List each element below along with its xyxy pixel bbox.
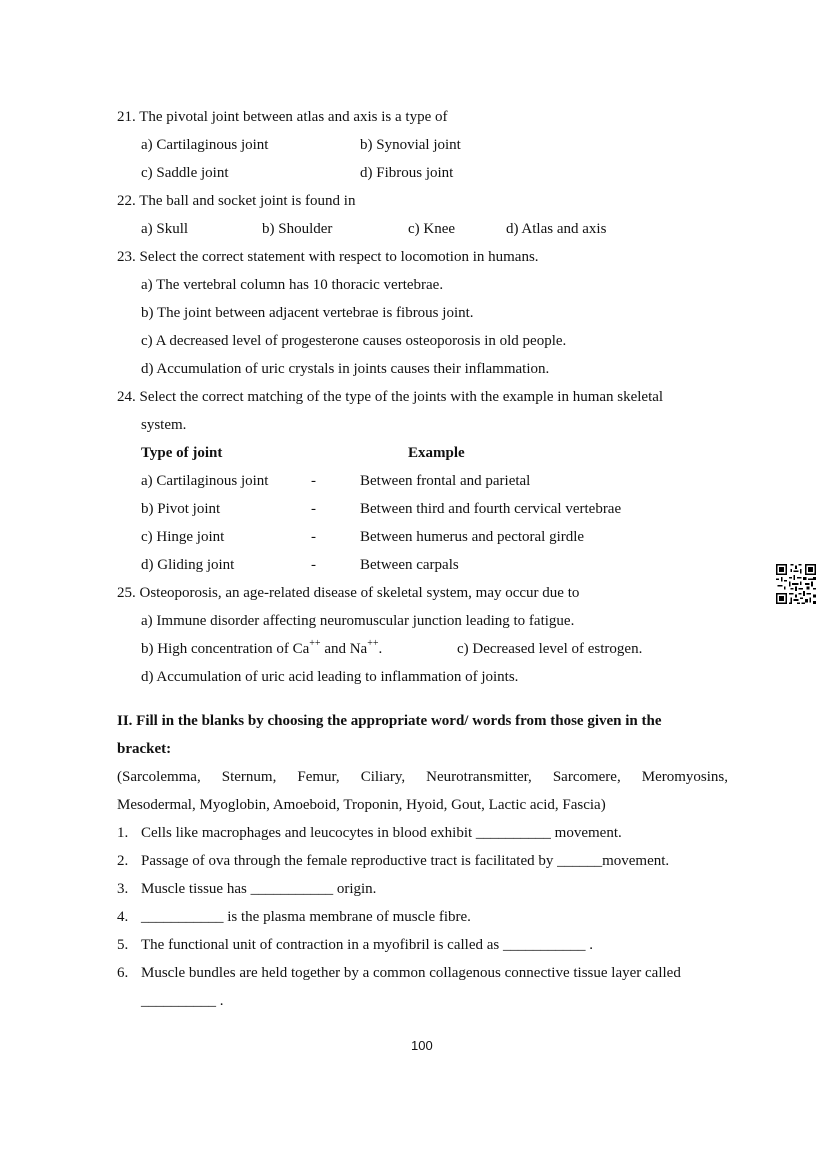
question-25-option-d: d) Accumulation of uric acid leading to inflammation of joints. xyxy=(141,669,519,685)
fill-item-number: 6. xyxy=(117,965,129,981)
match-row-dash: - xyxy=(311,557,316,573)
question-21-option-a: a) Cartilaginous joint xyxy=(141,137,269,153)
fill-item-text: Cells like macrophages and leucocytes in blood exhibit __________ movement. xyxy=(141,825,622,841)
fill-item-text: Muscle tissue has ___________ origin. xyxy=(141,881,377,897)
question-24-stem: 24. Select the correct matching of the type of the joints with the example in human skeletal xyxy=(117,389,664,405)
question-21-option-d: d) Fibrous joint xyxy=(360,165,454,181)
qr-code-icon[interactable] xyxy=(776,564,816,604)
match-row-example: Between frontal and parietal xyxy=(360,473,531,489)
fill-item-number: 3. xyxy=(117,881,129,897)
question-25-option-c: c) Decreased level of estrogen. xyxy=(457,641,643,657)
fill-item-text: Muscle bundles are held together by a common collagenous connective tissue layer called xyxy=(141,965,681,981)
fill-item-text-cont: __________ . xyxy=(141,993,224,1009)
match-row-type: d) Gliding joint xyxy=(141,557,235,573)
question-21-option-c: c) Saddle joint xyxy=(141,165,229,181)
fill-item-text: The functional unit of contraction in a myofibril is called as ___________ . xyxy=(141,937,593,953)
word-bank-line-1: (Sarcolemma, Sternum, Femur, Ciliary, Neurotransmitter, Sarcomere, Meromyosins, xyxy=(117,769,728,785)
question-23-option-b: b) The joint between adjacent vertebrae is fibrous joint. xyxy=(141,305,474,321)
fill-item-number: 5. xyxy=(117,937,129,953)
fill-item-number: 1. xyxy=(117,825,129,841)
question-21-stem: 21. The pivotal joint between atlas and axis is a type of xyxy=(117,109,448,125)
question-23-stem: 23. Select the correct statement with respect to locomotion in humans. xyxy=(117,249,539,265)
section-2-heading: II. Fill in the blanks by choosing the appropriate word/ words from those given in the xyxy=(117,713,662,729)
question-23-option-c: c) A decreased level of progesterone causes osteoporosis in old people. xyxy=(141,333,567,349)
question-23-option-a: a) The vertebral column has 10 thoracic vertebrae. xyxy=(141,277,444,293)
match-row-dash: - xyxy=(311,473,316,489)
page-number: 100 xyxy=(411,1038,433,1053)
match-row-example: Between carpals xyxy=(360,557,459,573)
question-25-stem: 25. Osteoporosis, an age-related disease of skeletal system, may occur due to xyxy=(117,585,580,601)
match-row-dash: - xyxy=(311,529,316,545)
match-row-example: Between humerus and pectoral girdle xyxy=(360,529,585,545)
question-22-option-c: c) Knee xyxy=(408,221,456,237)
question-22-option-b: b) Shoulder xyxy=(262,221,333,237)
match-row-type: b) Pivot joint xyxy=(141,501,221,517)
question-23-option-d: d) Accumulation of uric crystals in joints causes their inflammation. xyxy=(141,361,550,377)
fill-item-number: 2. xyxy=(117,853,129,869)
match-row-example: Between third and fourth cervical vertebrae xyxy=(360,501,622,517)
question-22-option-d: d) Atlas and axis xyxy=(506,221,607,237)
question-21-option-b: b) Synovial joint xyxy=(360,137,461,153)
question-22-option-a: a) Skull xyxy=(141,221,189,237)
fill-item-text: ___________ is the plasma membrane of muscle fibre. xyxy=(141,909,471,925)
question-25-option-a: a) Immune disorder affecting neuromuscular junction leading to fatigue. xyxy=(141,613,575,629)
section-2-heading-cont: bracket: xyxy=(117,741,172,757)
match-row-type: c) Hinge joint xyxy=(141,529,225,545)
column-header-type: Type of joint xyxy=(141,445,223,461)
word-bank-line-2: Mesodermal, Myoglobin, Amoeboid, Troponin, Hyoid, Gout, Lactic acid, Fascia) xyxy=(117,797,606,813)
question-22-stem: 22. The ball and socket joint is found in xyxy=(117,193,356,209)
column-header-example: Example xyxy=(408,445,465,461)
question-25-option-b: b) High concentration of Ca++ and Na++. xyxy=(141,638,383,657)
fill-item-number: 4. xyxy=(117,909,129,925)
fill-item-text: Passage of ova through the female reproductive tract is facilitated by ______movement. xyxy=(141,853,670,869)
question-24-stem-cont: system. xyxy=(141,417,187,433)
match-row-type: a) Cartilaginous joint xyxy=(141,473,269,489)
match-row-dash: - xyxy=(311,501,316,517)
